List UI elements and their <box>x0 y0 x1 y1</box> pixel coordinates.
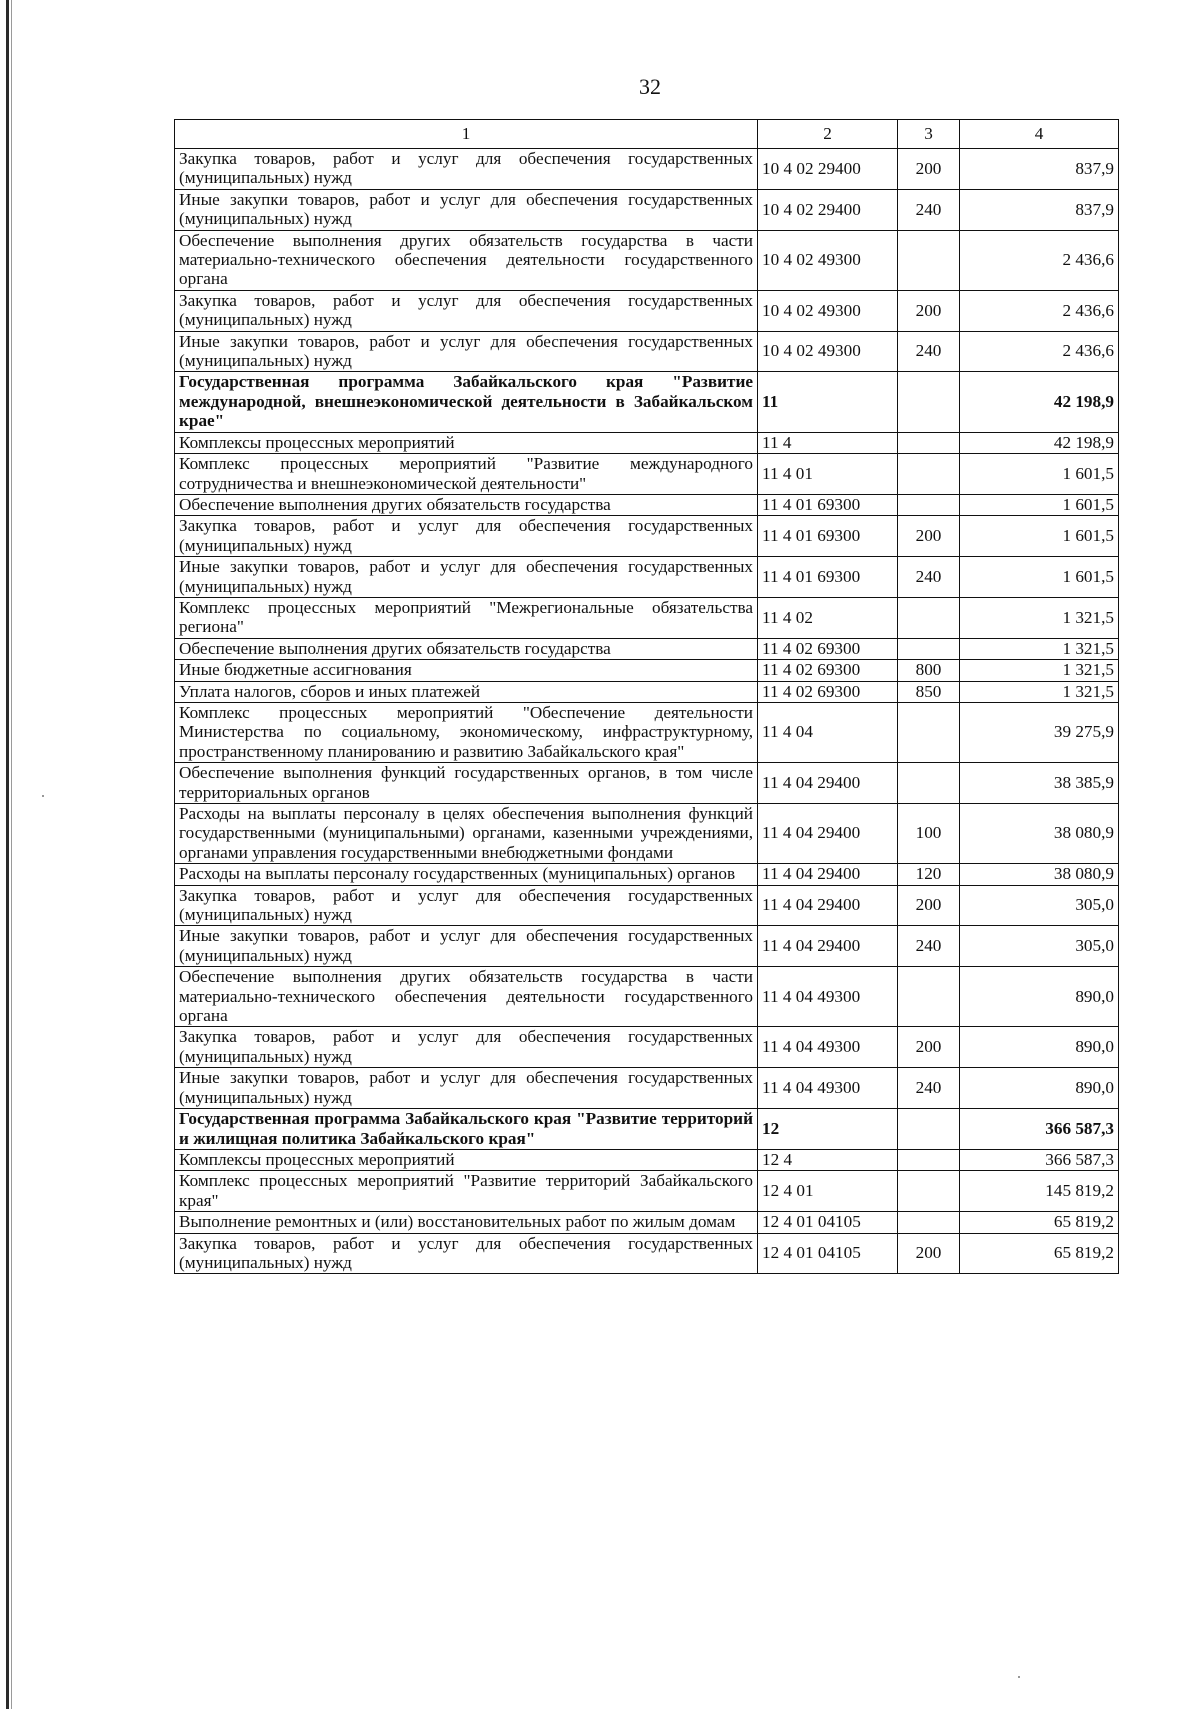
row-name-cell: Иные закупки товаров, работ и услуг для обеспечения государственных (муниципальных) нужд <box>175 189 758 230</box>
row-name-cell: Обеспечение выполнения других обязательств государства <box>175 494 758 515</box>
row-name-cell: Иные закупки товаров, работ и услуг для обеспечения государственных (муниципальных) нужд <box>175 557 758 598</box>
row-expense-type-cell <box>898 372 960 432</box>
row-expense-type-cell: 200 <box>898 149 960 190</box>
row-expense-type-cell <box>898 967 960 1027</box>
table-row <box>175 638 1119 659</box>
row-amount-cell: 65 819,2 <box>960 1212 1119 1233</box>
row-amount-cell: 1 321,5 <box>960 638 1119 659</box>
row-amount-cell: 38 385,9 <box>960 763 1119 804</box>
header-row <box>175 120 1119 149</box>
row-code-cell: 10 4 02 49300 <box>758 290 898 331</box>
row-expense-type-cell: 200 <box>898 290 960 331</box>
row-amount-cell: 890,0 <box>960 967 1119 1027</box>
row-code-cell: 12 4 01 04105 <box>758 1212 898 1233</box>
row-expense-type-cell <box>898 1109 960 1150</box>
row-amount-cell: 305,0 <box>960 885 1119 926</box>
row-amount-cell: 366 587,3 <box>960 1109 1119 1150</box>
row-amount-cell: 39 275,9 <box>960 702 1119 762</box>
table-row <box>175 516 1119 557</box>
scan-edge-shadow <box>6 0 9 1709</box>
table-row <box>175 1027 1119 1068</box>
row-code-cell: 11 4 04 29400 <box>758 864 898 885</box>
row-expense-type-cell <box>898 432 960 453</box>
table-row <box>175 926 1119 967</box>
row-name-cell: Расходы на выплаты персоналу в целях обеспечения выполнения функций государственными (муниципальными) органами, казенными учреждениями, органами управления государственными внебюджетными фондами <box>175 804 758 864</box>
row-code-cell: 12 4 01 <box>758 1171 898 1212</box>
row-code-cell: 12 <box>758 1109 898 1150</box>
row-name-cell: Иные бюджетные ассигнования <box>175 660 758 681</box>
row-code-cell: 11 4 04 49300 <box>758 1027 898 1068</box>
row-name-cell: Государственная программа Забайкальского края "Развитие территорий и жилищная политика Забайкальского края" <box>175 1109 758 1150</box>
row-name-cell: Комплекс процессных мероприятий "Развитие международного сотрудничества и внешнеэкономической деятельности" <box>175 454 758 495</box>
row-code-cell: 11 4 04 <box>758 702 898 762</box>
table-row <box>175 189 1119 230</box>
row-code-cell: 10 4 02 49300 <box>758 331 898 372</box>
row-amount-cell: 890,0 <box>960 1027 1119 1068</box>
row-name-cell: Обеспечение выполнения функций государственных органов, в том числе территориальных органов <box>175 763 758 804</box>
table-row <box>175 290 1119 331</box>
page-number: 32 <box>639 74 661 99</box>
row-name-cell: Иные закупки товаров, работ и услуг для обеспечения государственных (муниципальных) нужд <box>175 926 758 967</box>
table-row <box>175 149 1119 190</box>
row-code-cell: 10 4 02 29400 <box>758 189 898 230</box>
row-amount-cell: 145 819,2 <box>960 1171 1119 1212</box>
row-expense-type-cell <box>898 597 960 638</box>
row-code-cell: 11 4 04 29400 <box>758 804 898 864</box>
row-amount-cell: 38 080,9 <box>960 864 1119 885</box>
table-row <box>175 804 1119 864</box>
row-expense-type-cell <box>898 1149 960 1170</box>
table-row <box>175 1109 1119 1150</box>
table-row <box>175 557 1119 598</box>
row-amount-cell: 2 436,6 <box>960 230 1119 290</box>
row-expense-type-cell <box>898 230 960 290</box>
row-amount-cell: 65 819,2 <box>960 1233 1119 1274</box>
row-expense-type-cell: 120 <box>898 864 960 885</box>
scan-speck <box>1018 1676 1020 1678</box>
row-amount-cell: 837,9 <box>960 149 1119 190</box>
row-name-cell: Закупка товаров, работ и услуг для обеспечения государственных (муниципальных) нужд <box>175 885 758 926</box>
table-row <box>175 885 1119 926</box>
row-name-cell: Комплекс процессных мероприятий "Межрегиональные обязательства региона" <box>175 597 758 638</box>
table-row <box>175 1171 1119 1212</box>
row-amount-cell: 1 601,5 <box>960 494 1119 515</box>
row-name-cell: Обеспечение выполнения других обязательств государства в части материально-технического обеспечения деятельности государственного органа <box>175 967 758 1027</box>
table-row <box>175 763 1119 804</box>
table-row <box>175 494 1119 515</box>
column-header: 3 <box>898 120 960 149</box>
row-code-cell: 11 4 01 69300 <box>758 516 898 557</box>
row-expense-type-cell <box>898 1171 960 1212</box>
row-name-cell: Комплекс процессных мероприятий "Обеспечение деятельности Министерства по социальному, экономическому, инфраструктурному, пространственному планированию и развитию Забайкальского края" <box>175 702 758 762</box>
table-row <box>175 967 1119 1027</box>
table-row <box>175 702 1119 762</box>
row-amount-cell: 38 080,9 <box>960 804 1119 864</box>
row-code-cell: 11 4 02 <box>758 597 898 638</box>
row-name-cell: Закупка товаров, работ и услуг для обеспечения государственных (муниципальных) нужд <box>175 149 758 190</box>
row-expense-type-cell <box>898 454 960 495</box>
budget-table <box>174 119 1119 1274</box>
row-code-cell: 11 4 01 <box>758 454 898 495</box>
table-row <box>175 230 1119 290</box>
row-expense-type-cell <box>898 702 960 762</box>
scan-edge-line <box>11 0 12 1709</box>
table-row <box>175 597 1119 638</box>
row-code-cell: 11 4 <box>758 432 898 453</box>
row-expense-type-cell <box>898 1212 960 1233</box>
row-name-cell: Комплексы процессных мероприятий <box>175 1149 758 1170</box>
row-name-cell: Комплекс процессных мероприятий "Развитие территорий Забайкальского края" <box>175 1171 758 1212</box>
row-expense-type-cell: 100 <box>898 804 960 864</box>
row-expense-type-cell: 200 <box>898 1233 960 1274</box>
table-body <box>175 149 1119 1274</box>
row-expense-type-cell <box>898 638 960 659</box>
row-expense-type-cell <box>898 763 960 804</box>
row-expense-type-cell <box>898 494 960 515</box>
column-header: 1 <box>175 120 758 149</box>
row-expense-type-cell: 240 <box>898 926 960 967</box>
table-row <box>175 331 1119 372</box>
table-row <box>175 1068 1119 1109</box>
scan-speck <box>42 795 44 797</box>
row-name-cell: Обеспечение выполнения других обязательств государства <box>175 638 758 659</box>
row-name-cell: Закупка товаров, работ и услуг для обеспечения государственных (муниципальных) нужд <box>175 1233 758 1274</box>
row-amount-cell: 837,9 <box>960 189 1119 230</box>
row-amount-cell: 366 587,3 <box>960 1149 1119 1170</box>
row-name-cell: Расходы на выплаты персоналу государственных (муниципальных) органов <box>175 864 758 885</box>
row-name-cell: Выполнение ремонтных и (или) восстановительных работ по жилым домам <box>175 1212 758 1233</box>
table-row <box>175 681 1119 702</box>
row-code-cell: 12 4 01 04105 <box>758 1233 898 1274</box>
row-code-cell: 11 <box>758 372 898 432</box>
row-amount-cell: 1 321,5 <box>960 597 1119 638</box>
row-expense-type-cell: 240 <box>898 557 960 598</box>
row-expense-type-cell: 240 <box>898 1068 960 1109</box>
table-row <box>175 1233 1119 1274</box>
row-amount-cell: 42 198,9 <box>960 432 1119 453</box>
table-row <box>175 1149 1119 1170</box>
row-expense-type-cell: 850 <box>898 681 960 702</box>
row-amount-cell: 2 436,6 <box>960 331 1119 372</box>
row-code-cell: 11 4 01 69300 <box>758 557 898 598</box>
row-amount-cell: 1 601,5 <box>960 454 1119 495</box>
table-row <box>175 864 1119 885</box>
row-amount-cell: 1 601,5 <box>960 516 1119 557</box>
table-row <box>175 1212 1119 1233</box>
row-amount-cell: 2 436,6 <box>960 290 1119 331</box>
row-name-cell: Комплексы процессных мероприятий <box>175 432 758 453</box>
row-amount-cell: 42 198,9 <box>960 372 1119 432</box>
row-name-cell: Закупка товаров, работ и услуг для обеспечения государственных (муниципальных) нужд <box>175 290 758 331</box>
column-header: 4 <box>960 120 1119 149</box>
table-row <box>175 372 1119 432</box>
row-code-cell: 11 4 01 69300 <box>758 494 898 515</box>
row-expense-type-cell: 200 <box>898 885 960 926</box>
table-row <box>175 660 1119 681</box>
row-name-cell: Закупка товаров, работ и услуг для обеспечения государственных (муниципальных) нужд <box>175 516 758 557</box>
row-code-cell: 11 4 04 29400 <box>758 885 898 926</box>
row-name-cell: Закупка товаров, работ и услуг для обеспечения государственных (муниципальных) нужд <box>175 1027 758 1068</box>
row-expense-type-cell: 200 <box>898 516 960 557</box>
row-amount-cell: 1 601,5 <box>960 557 1119 598</box>
row-name-cell: Иные закупки товаров, работ и услуг для обеспечения государственных (муниципальных) нужд <box>175 331 758 372</box>
row-code-cell: 11 4 04 49300 <box>758 967 898 1027</box>
row-name-cell: Государственная программа Забайкальского края "Развитие международной, внешнеэкономической деятельности в Забайкальском крае" <box>175 372 758 432</box>
row-expense-type-cell: 240 <box>898 189 960 230</box>
row-code-cell: 11 4 02 69300 <box>758 660 898 681</box>
row-code-cell: 12 4 <box>758 1149 898 1170</box>
row-code-cell: 10 4 02 49300 <box>758 230 898 290</box>
row-amount-cell: 1 321,5 <box>960 660 1119 681</box>
row-code-cell: 10 4 02 29400 <box>758 149 898 190</box>
row-code-cell: 11 4 04 49300 <box>758 1068 898 1109</box>
row-name-cell: Уплата налогов, сборов и иных платежей <box>175 681 758 702</box>
row-expense-type-cell: 240 <box>898 331 960 372</box>
row-amount-cell: 890,0 <box>960 1068 1119 1109</box>
row-code-cell: 11 4 02 69300 <box>758 638 898 659</box>
row-code-cell: 11 4 04 29400 <box>758 763 898 804</box>
row-code-cell: 11 4 02 69300 <box>758 681 898 702</box>
row-code-cell: 11 4 04 29400 <box>758 926 898 967</box>
row-amount-cell: 1 321,5 <box>960 681 1119 702</box>
column-header: 2 <box>758 120 898 149</box>
table-row <box>175 432 1119 453</box>
row-name-cell: Иные закупки товаров, работ и услуг для обеспечения государственных (муниципальных) нужд <box>175 1068 758 1109</box>
table-row <box>175 454 1119 495</box>
row-expense-type-cell: 200 <box>898 1027 960 1068</box>
row-name-cell: Обеспечение выполнения других обязательств государства в части материально-технического обеспечения деятельности государственного органа <box>175 230 758 290</box>
row-expense-type-cell: 800 <box>898 660 960 681</box>
row-amount-cell: 305,0 <box>960 926 1119 967</box>
